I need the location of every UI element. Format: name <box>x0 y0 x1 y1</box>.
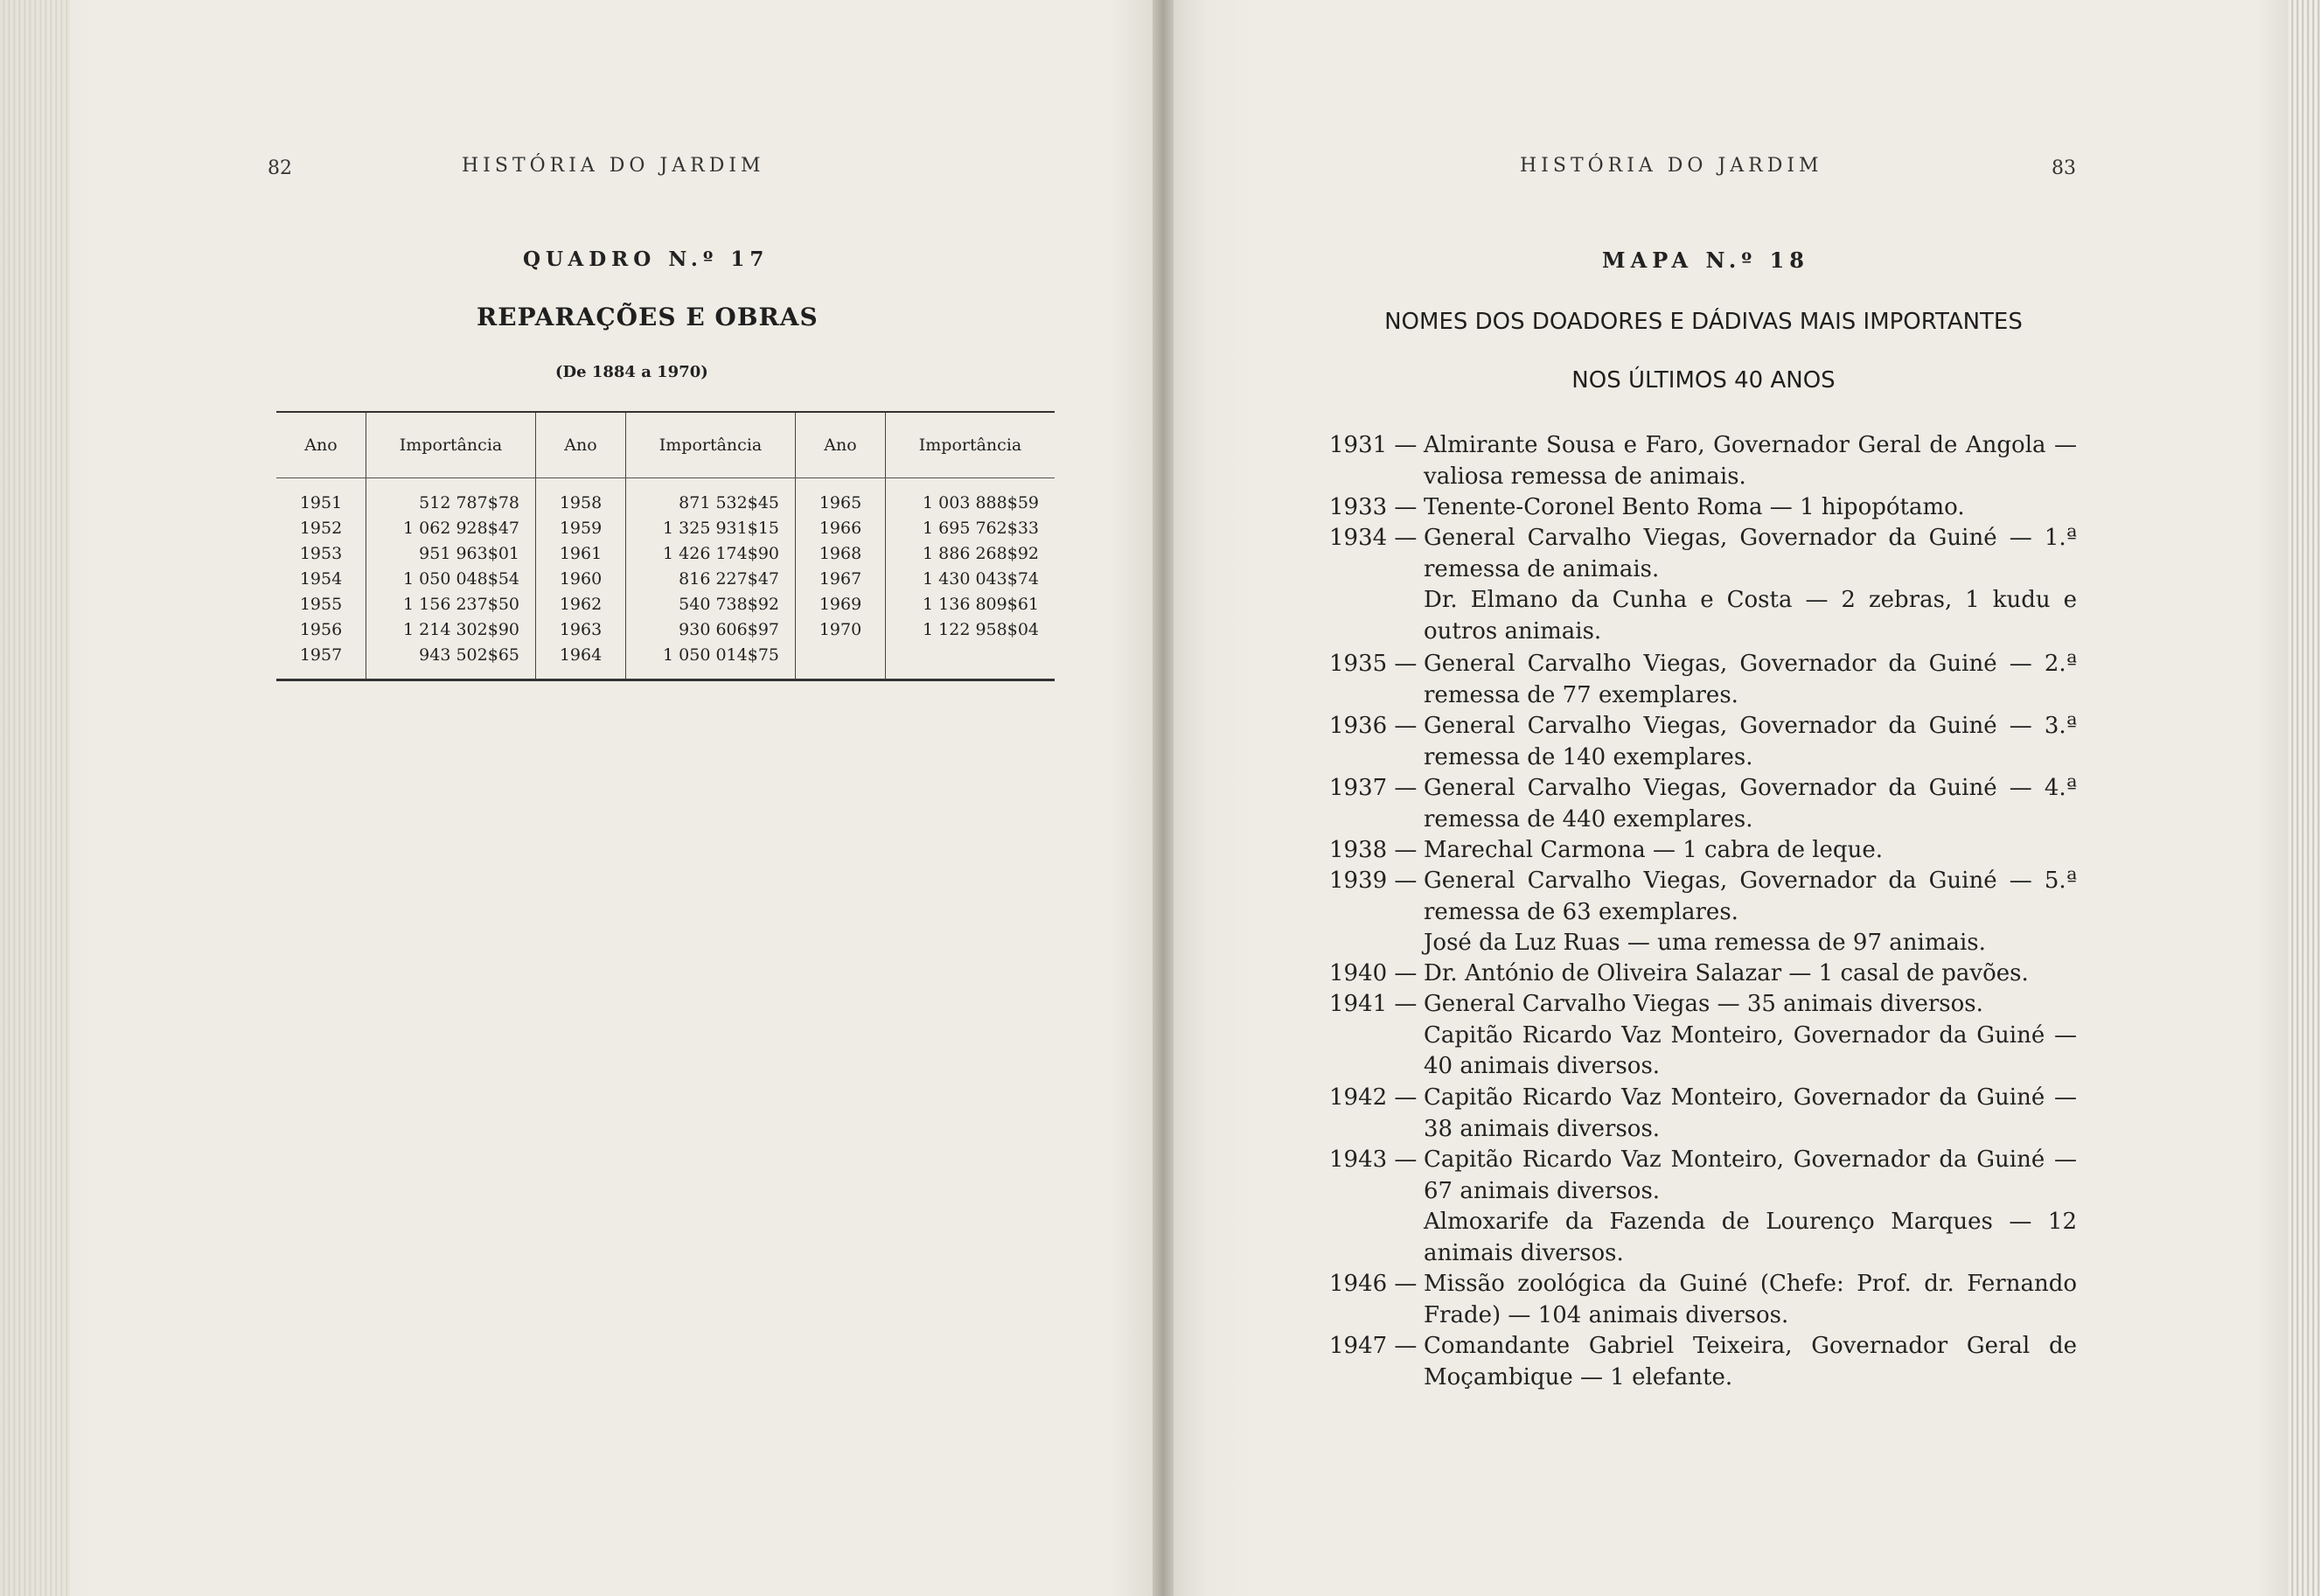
table-row <box>276 643 1055 680</box>
cell-amount: 951 963$01 <box>366 541 536 567</box>
map-title-line1: NOMES DOS DOADORES E DÁDIVAS MAIS IMPORTANTES <box>1384 309 2023 335</box>
cell-year: 1966 <box>796 516 886 541</box>
table-row <box>276 567 1055 592</box>
cell-amount: 871 532$45 <box>626 478 796 517</box>
cell-year: 1954 <box>299 569 343 589</box>
entry-text: Tenente-Coronel Bento Roma — 1 hipopótamo. <box>1424 494 1965 520</box>
donor-entry <box>1329 958 2077 990</box>
table-row <box>276 617 1055 643</box>
cell-year <box>796 643 886 680</box>
cell-amount: 943 502$65 <box>366 643 536 680</box>
entry-text-additional: Almoxarife da Fazenda de Lourenço Marques — 12 animais diversos. <box>1424 1209 2077 1266</box>
cell-amount: 1 050 014$75 <box>626 643 796 680</box>
book-spine <box>1153 0 1174 1596</box>
cell-amount: 1 426 174$90 <box>626 541 796 567</box>
entry-year: 1946 — <box>1329 1271 1418 1297</box>
cell-amount: 1 214 302$90 <box>366 617 536 643</box>
cell-year: 1965 <box>796 478 886 517</box>
map-label: MAPA N.º 18 <box>1602 247 1809 273</box>
donor-entry <box>1329 711 2077 773</box>
cell-year: 1961 <box>536 541 626 567</box>
table-row <box>276 541 1055 567</box>
entry-year: 1941 — <box>1329 991 1418 1017</box>
entry-text: Marechal Carmona — 1 cabra de leque. <box>1424 837 1883 863</box>
cell-year: 1963 <box>536 617 626 643</box>
entry-year: 1943 — <box>1329 1146 1418 1173</box>
donor-entry <box>1329 1269 2077 1331</box>
cell-amount: 512 787$78 <box>366 478 536 517</box>
col-header-ano-3: Ano <box>796 412 886 478</box>
cell-year: 1969 <box>796 592 886 617</box>
entry-year: 1935 — <box>1329 651 1418 677</box>
donor-entry <box>1329 989 2077 1083</box>
cell-year: 1957 <box>299 645 343 665</box>
entry-text: Missão zoológica da Guiné (Chefe: Prof. dr. Fernando Frade) — 104 animais diversos. <box>1424 1271 2077 1328</box>
entry-year: 1937 — <box>1329 775 1418 801</box>
entry-text: General Carvalho Viegas, Governador da Guiné — 4.ª remessa de 440 exemplares. <box>1424 775 2077 833</box>
page-edges-left <box>0 0 70 1596</box>
entry-year: 1938 — <box>1329 837 1418 863</box>
entry-year: 1939 — <box>1329 868 1418 894</box>
page-edges-right <box>2289 0 2320 1596</box>
cell-amount: 1 886 268$92 <box>886 541 1055 567</box>
entry-year: 1942 — <box>1329 1084 1418 1111</box>
cell-amount: 1 156 237$50 <box>366 592 536 617</box>
donor-entry <box>1329 1331 2077 1393</box>
cell-year: 1959 <box>536 516 626 541</box>
cell-year: 1967 <box>796 567 886 592</box>
col-header-importancia-3: Importância <box>886 412 1055 478</box>
col-header-importancia-2: Importância <box>626 412 796 478</box>
donor-entry <box>1329 773 2077 835</box>
entry-text: Capitão Ricardo Vaz Monteiro, Governador da Guiné — 67 animais diversos. <box>1424 1146 2077 1204</box>
entry-text: Dr. António de Oliveira Salazar — 1 casal de pavões. <box>1424 960 2029 986</box>
entry-text-additional: José da Luz Ruas — uma remessa de 97 animais. <box>1424 930 1986 956</box>
table-row <box>276 478 1055 517</box>
entry-text-additional: Dr. Elmano da Cunha e Costa — 2 zebras, 1 kudu e outros animais. <box>1424 587 2077 645</box>
col-header-importancia-1: Importância <box>366 412 536 478</box>
entry-year: 1940 — <box>1329 960 1418 986</box>
right-page-number: 83 <box>2052 157 2076 179</box>
entry-year: 1947 — <box>1329 1333 1418 1359</box>
col-header-ano-1: Ano <box>276 412 366 478</box>
left-page-number: 82 <box>268 157 292 179</box>
repairs-table-wrapper <box>276 411 1055 681</box>
entry-text: General Carvalho Viegas — 35 animais diversos. <box>1424 991 1983 1017</box>
cell-year: 1951 <box>299 493 343 512</box>
map-title-line2: NOS ÚLTIMOS 40 ANOS <box>1571 367 1836 394</box>
col-header-ano-2: Ano <box>536 412 626 478</box>
right-running-header: HISTÓRIA DO JARDIM <box>1520 155 1823 177</box>
entry-year: 1936 — <box>1329 713 1418 739</box>
table-row <box>276 516 1055 541</box>
cell-amount: 1 050 048$54 <box>366 567 536 592</box>
entry-text: Capitão Ricardo Vaz Monteiro, Governador da Guiné — 38 animais diversos. <box>1424 1084 2077 1142</box>
donor-entry <box>1329 835 2077 867</box>
entry-year: 1933 — <box>1329 494 1418 520</box>
table-row <box>276 592 1055 617</box>
entry-year: 1931 — <box>1329 432 1418 458</box>
cell-amount: 1 062 928$47 <box>366 516 536 541</box>
cell-year: 1953 <box>299 544 343 563</box>
entry-text: General Carvalho Viegas, Governador da Guiné — 3.ª remessa de 140 exemplares. <box>1424 713 2077 770</box>
entry-text-additional: Capitão Ricardo Vaz Monteiro, Governador da Guiné — 40 animais diversos. <box>1424 1021 2077 1079</box>
cell-amount: 1 325 931$15 <box>626 516 796 541</box>
donor-entry <box>1329 492 2077 524</box>
cell-year: 1955 <box>299 595 343 614</box>
table-subtitle: (De 1884 a 1970) <box>555 363 708 381</box>
donor-entry <box>1329 649 2077 711</box>
table-label: QUADRO N.º 17 <box>523 247 770 271</box>
table-header-row <box>276 412 1055 478</box>
cell-amount: 1 695 762$33 <box>886 516 1055 541</box>
cell-year: 1964 <box>536 643 626 680</box>
cell-year: 1962 <box>536 592 626 617</box>
entry-text: Comandante Gabriel Teixeira, Governador Geral de Moçambique — 1 elefante. <box>1424 1333 2077 1390</box>
cell-year: 1956 <box>299 620 343 639</box>
cell-amount: 930 606$97 <box>626 617 796 643</box>
entry-text: Almirante Sousa e Faro, Governador Geral de Angola — valiosa remessa de animais. <box>1424 432 2077 490</box>
donor-entry <box>1329 1083 2077 1145</box>
cell-amount <box>886 643 1055 680</box>
cell-amount: 1 122 958$04 <box>886 617 1055 643</box>
repairs-table <box>276 411 1055 681</box>
cell-amount: 1 003 888$59 <box>886 478 1055 517</box>
cell-year: 1968 <box>796 541 886 567</box>
cell-year: 1952 <box>299 519 343 538</box>
donor-entry <box>1329 523 2077 647</box>
donor-entry <box>1329 1145 2077 1269</box>
entry-text: General Carvalho Viegas, Governador da Guiné — 1.ª remessa de animais. <box>1424 525 2077 582</box>
entry-text: General Carvalho Viegas, Governador da Guiné — 5.ª remessa de 63 exemplares. <box>1424 868 2077 925</box>
cell-year: 1960 <box>536 567 626 592</box>
cell-amount: 816 227$47 <box>626 567 796 592</box>
cell-year: 1970 <box>796 617 886 643</box>
table-title: REPARAÇÕES E OBRAS <box>477 303 819 331</box>
entry-year: 1934 — <box>1329 525 1418 551</box>
left-running-header: HISTÓRIA DO JARDIM <box>462 155 765 177</box>
donor-entry <box>1329 866 2077 959</box>
donor-entry <box>1329 430 2077 492</box>
entry-text: General Carvalho Viegas, Governador da Guiné — 2.ª remessa de 77 exemplares. <box>1424 651 2077 708</box>
cell-year: 1958 <box>536 478 626 517</box>
cell-amount: 540 738$92 <box>626 592 796 617</box>
cell-amount: 1 430 043$74 <box>886 567 1055 592</box>
cell-amount: 1 136 809$61 <box>886 592 1055 617</box>
